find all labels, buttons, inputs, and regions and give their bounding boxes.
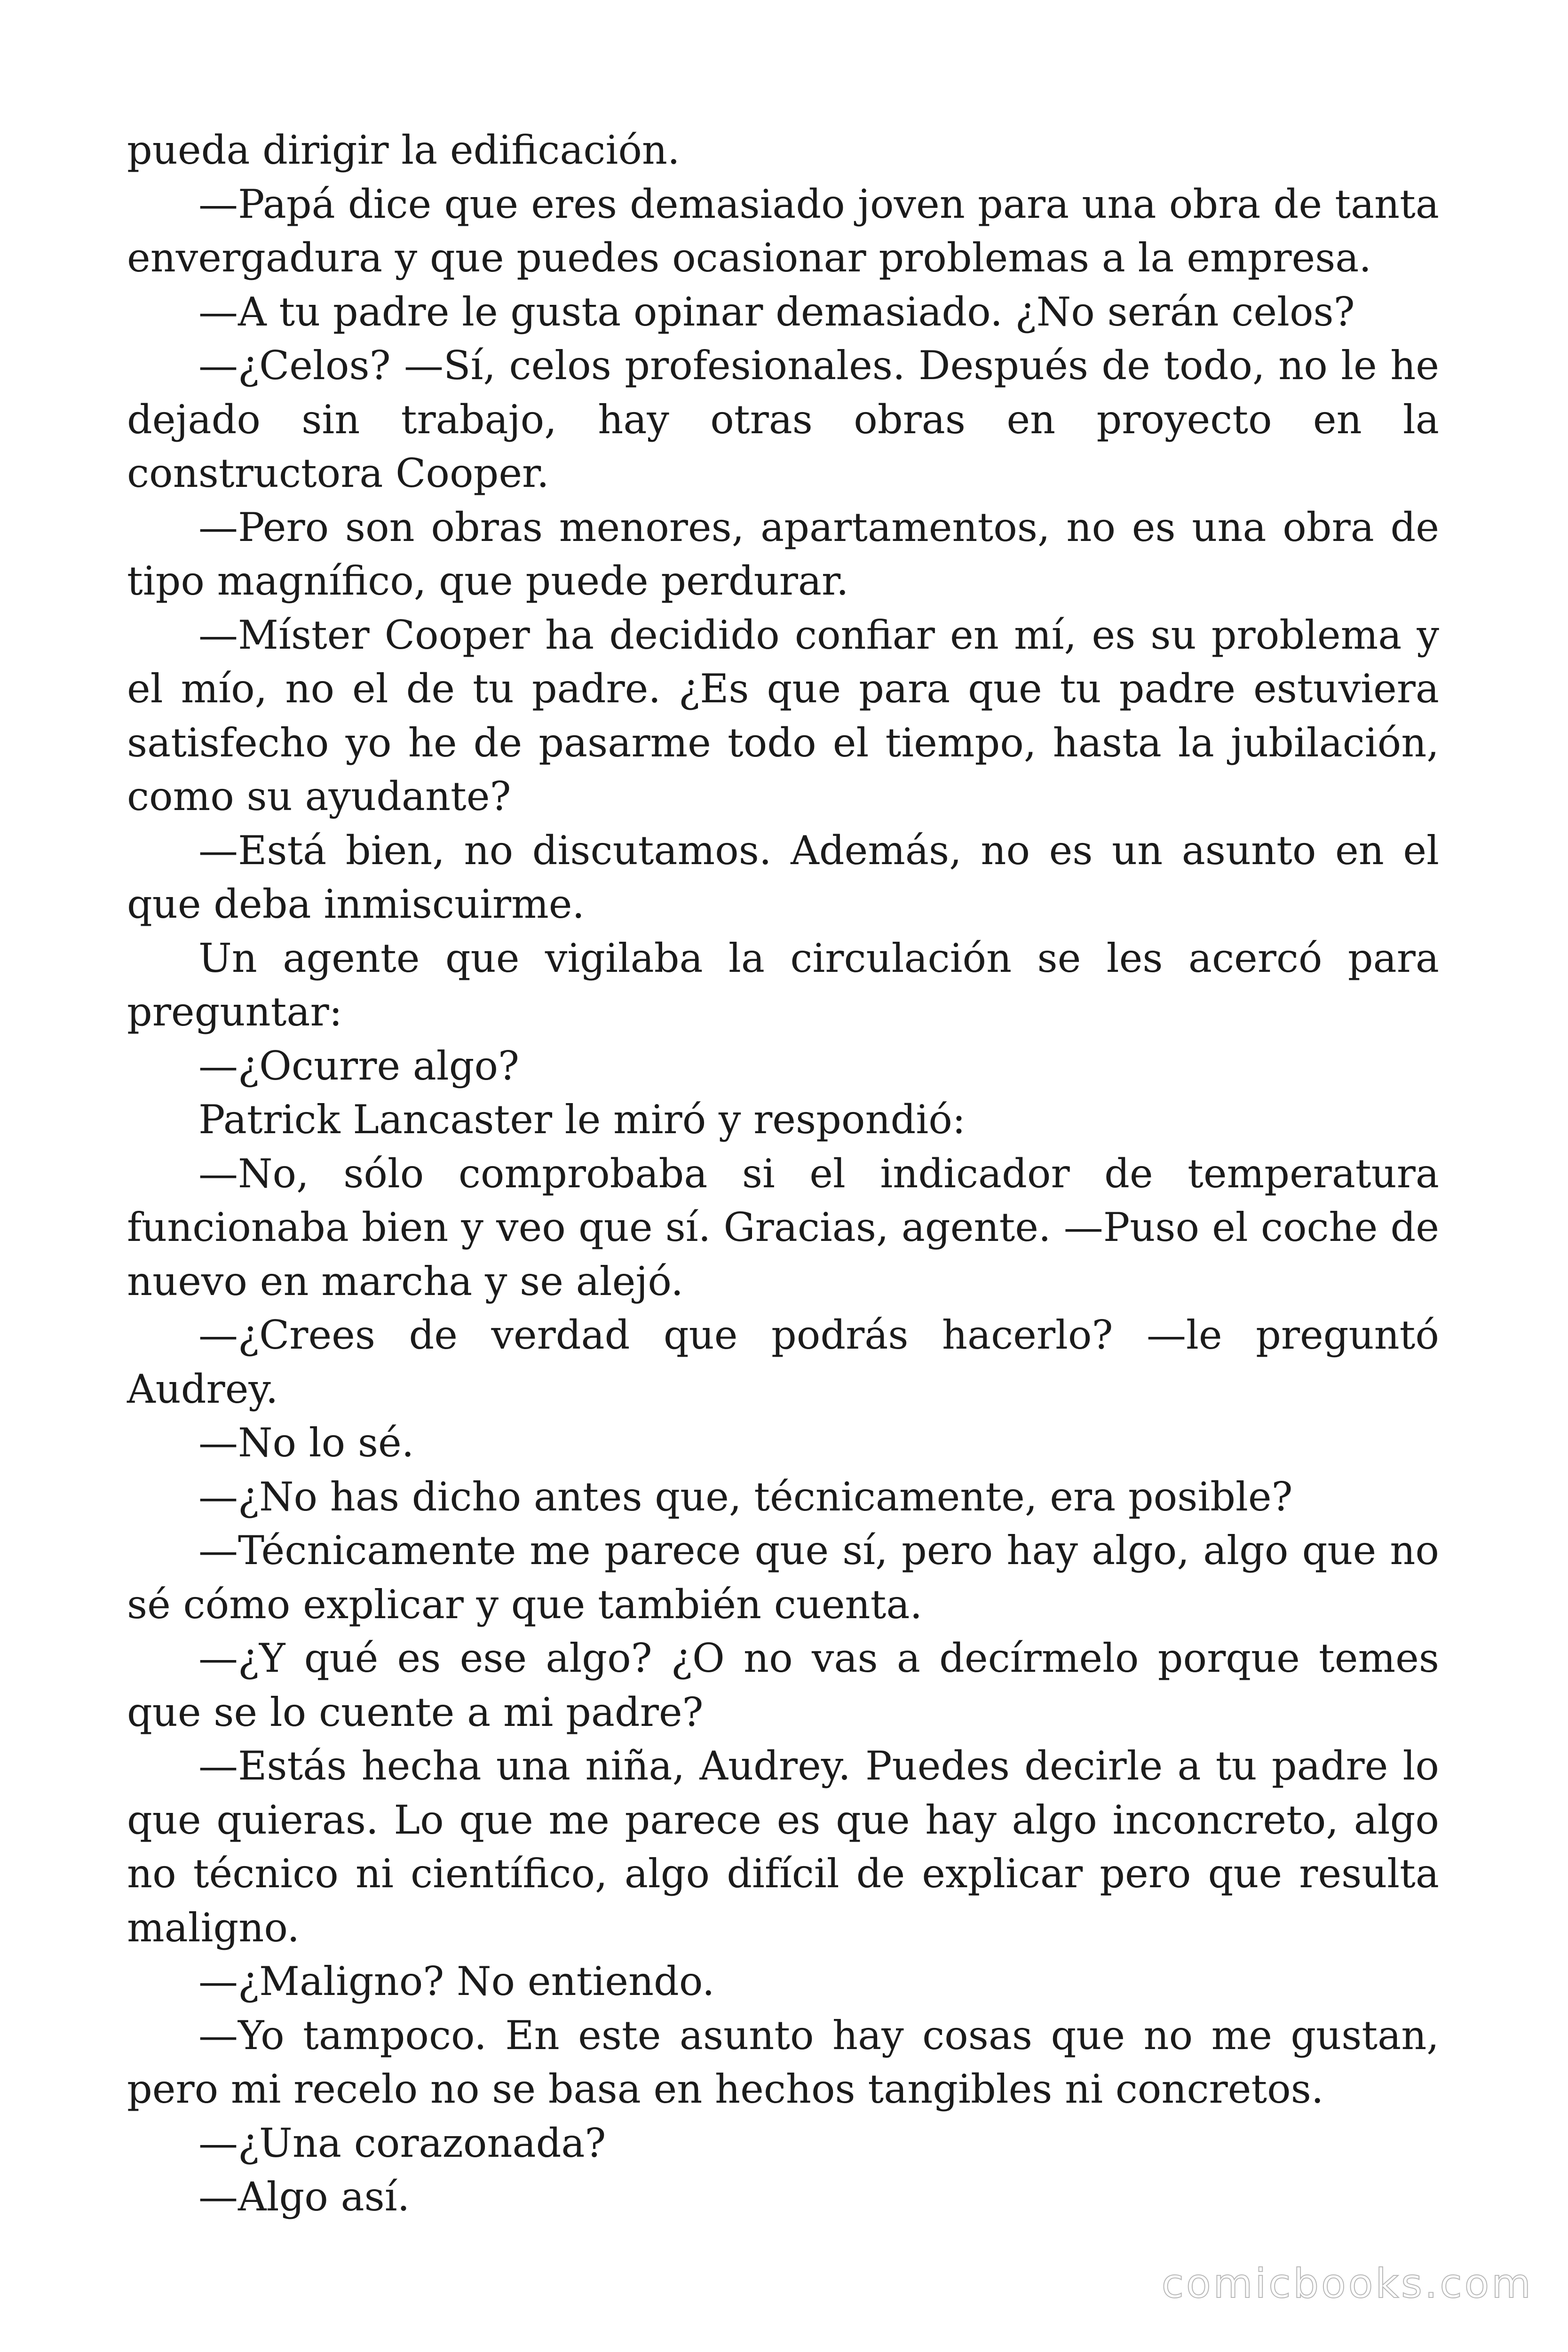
watermark: comicbooks.com — [1161, 2260, 1533, 2307]
paragraph: —Pero son obras menores, apartamentos, no es una obra de tipo magnífico, que puede perdurar. — [127, 504, 1439, 604]
paragraph: —¿No has dicho antes que, técnicamente, era posible? — [198, 1473, 1293, 1520]
paragraph: —¿Una corazonada? — [198, 2120, 606, 2166]
paragraph: —Técnicamente me parece que sí, pero hay algo, algo que no sé cómo explicar y que también cuenta. — [127, 1527, 1439, 1628]
paragraph: pueda dirigir la edificación. — [127, 127, 680, 173]
paragraph: —Yo tampoco. En este asunto hay cosas que no me gustan, pero mi recelo no se basa en hechos tangibles ni concretos. — [127, 2012, 1439, 2112]
paragraph: —¿Crees de verdad que podrás hacerlo? —le preguntó Audrey. — [127, 1312, 1439, 1412]
paragraph: —Está bien, no discutamos. Además, no es un asunto en el que deba inmiscuirme. — [127, 827, 1439, 927]
paragraph: —¿Maligno? No entiendo. — [198, 1958, 715, 2004]
paragraph: Patrick Lancaster le miró y respondió: — [198, 1097, 966, 1143]
paragraph: —Algo así. — [198, 2174, 410, 2220]
paragraph: —A tu padre le gusta opinar demasiado. ¿No serán celos? — [198, 288, 1355, 335]
paragraph: —No lo sé. — [198, 1420, 414, 1466]
paragraph: —¿Ocurre algo? — [198, 1042, 520, 1089]
paragraph: —No, sólo comprobaba si el indicador de temperatura funcionaba bien y veo que sí. Gracias, agente. —Puso el coche de nuevo en marcha y se alejó. — [127, 1150, 1439, 1304]
paragraph: —Estás hecha una niña, Audrey. Puedes decirle a tu padre lo que quieras. Lo que me parece es que hay algo inconcreto, algo no técnico ni científico, algo difícil de explicar pero que resulta maligno. — [127, 1743, 1439, 1951]
paragraph: Un agente que vigilaba la circulación se les acercó para preguntar: — [127, 935, 1439, 1035]
paragraph: —¿Celos? —Sí, celos profesionales. Después de todo, no le he dejado sin trabajo, hay otras obras en proyecto en la constructora Cooper. — [127, 342, 1439, 496]
page-text — [127, 123, 1439, 2224]
paragraph: —Míster Cooper ha decidido confiar en mí, es su problema y el mío, no el de tu padre. ¿Es que para que tu padre estuviera satisfecho yo he de pasarme todo el tiempo, hasta la jubilación, como su ayudante? — [127, 612, 1439, 819]
paragraph: —Papá dice que eres demasiado joven para una obra de tanta envergadura y que puedes ocasionar problemas a la empresa. — [127, 181, 1439, 281]
paragraph: —¿Y qué es ese algo? ¿O no vas a decírmelo porque temes que se lo cuente a mi padre? — [127, 1635, 1439, 1735]
